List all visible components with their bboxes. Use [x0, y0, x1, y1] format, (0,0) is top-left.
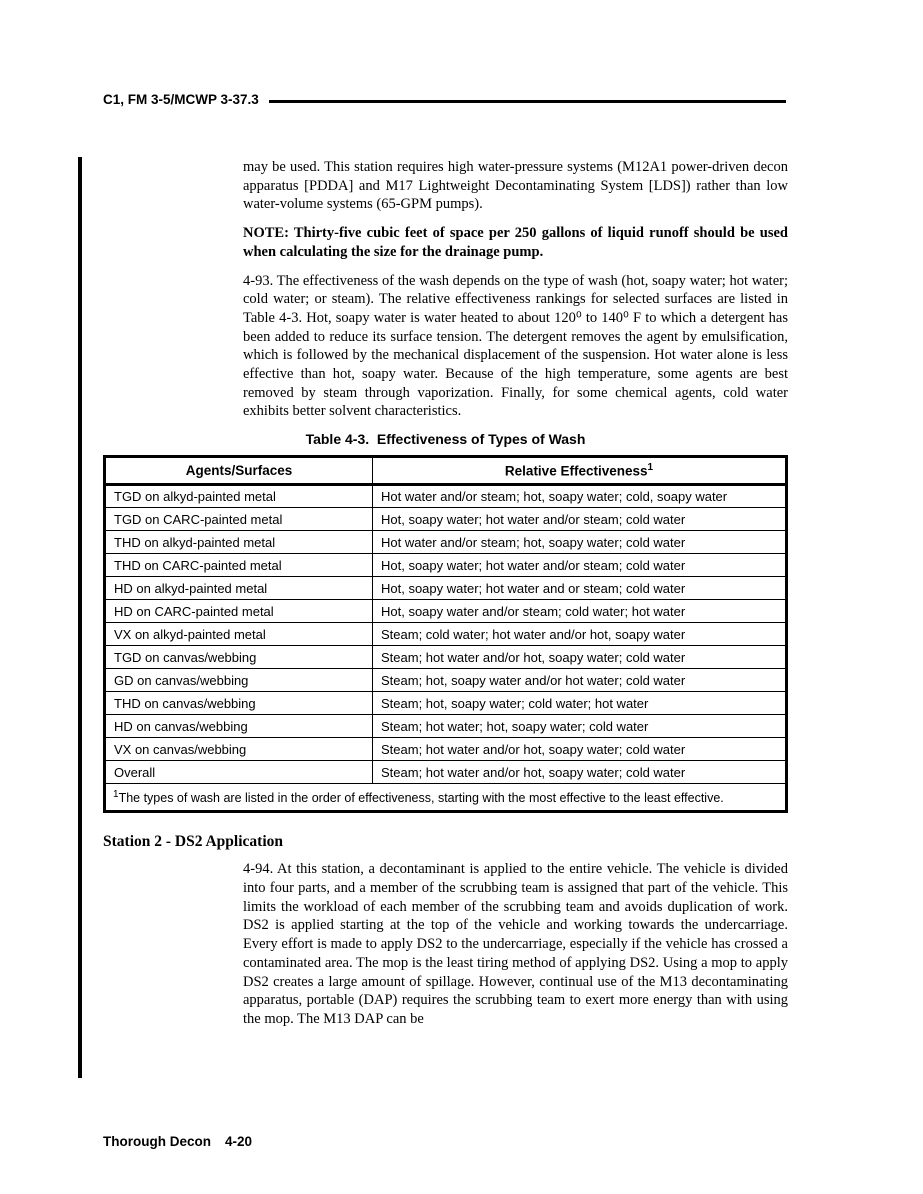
page-footer [103, 1134, 252, 1149]
cell-effectiveness: Hot, soapy water; hot water and/or steam; cold water [373, 508, 787, 531]
page-content [103, 158, 788, 1039]
table-row [105, 761, 787, 784]
footnote-marker: 1 [113, 789, 119, 801]
cell-effectiveness: Steam; hot water and/or hot, soapy water; cold water [373, 761, 787, 784]
cell-effectiveness: Hot, soapy water; hot water and/or steam; cold water [373, 554, 787, 577]
cell-effectiveness: Hot water and/or steam; hot, soapy water; cold, soapy water [373, 485, 787, 508]
table-row [105, 623, 787, 646]
paragraph-4-93: 4-93. The effectiveness of the wash depends on the type of wash (hot, soapy water; hot water; cold water; or steam). The relative effectiveness rankings for selected surfaces are listed in Table 4-3. Hot, soapy water is water heated to about 120⁰ to 140⁰ F to which a detergent has been added to reduce its surface tension. The detergent removes the agent by emulsification, which is followed by the mechanical displacement of the suspension. Hot water alone is less effective than hot, soapy water. Because of the high temperature, some agents are best removed by steam through vaporization. Finally, for some chemical agents, cold water exhibits better solvent characteristics. [243, 272, 788, 420]
table-row [105, 738, 787, 761]
column-header-label: Agents/Surfaces [185, 463, 293, 479]
cell-agent-surface: THD on canvas/webbing [105, 692, 373, 715]
cell-agent-surface: THD on alkyd-painted metal [105, 531, 373, 554]
footer-label: Thorough Decon [103, 1134, 211, 1149]
cell-agent-surface: HD on alkyd-painted metal [105, 577, 373, 600]
cell-agent-surface: GD on canvas/webbing [105, 669, 373, 692]
cell-effectiveness: Steam; hot water and/or hot, soapy water; cold water [373, 646, 787, 669]
table-footnote [105, 784, 787, 812]
footer-page-number: 4-20 [225, 1134, 253, 1149]
table-row [105, 715, 787, 738]
cell-agent-surface: HD on canvas/webbing [105, 715, 373, 738]
table-row [105, 577, 787, 600]
cell-effectiveness: Steam; hot water; hot, soapy water; cold water [373, 715, 787, 738]
table-row [105, 600, 787, 623]
table-row [105, 692, 787, 715]
page-header [103, 92, 786, 107]
cell-agent-surface: VX on alkyd-painted metal [105, 623, 373, 646]
column-header-relative-effectiveness [373, 457, 787, 485]
cell-effectiveness: Hot, soapy water; hot water and or steam; cold water [373, 577, 787, 600]
paragraph-4-94: 4-94. At this station, a decontaminant is applied to the entire vehicle. The vehicle is divided into four parts, and a member of the scrubbing team is assigned that part of the vehicle. This limits the workload of each member of the scrubbing team and avoids duplication of work. DS2 is applied starting at the top of the vehicle and working towards the undercarriage. Every effort is made to apply DS2 to the undercarriage, especially if the vehicle has crossed a contaminated area. The mop is the least tiring method of applying DS2. Using a mop to apply DS2 creates a large amount of spillage. However, continual use of the M13 decontaminating apparatus, portable (DAP) requires the scrubbing team to exert more energy than with using the mop. The M13 DAP can be [243, 861, 788, 1027]
cell-agent-surface: TGD on CARC-painted metal [105, 508, 373, 531]
table-row [105, 669, 787, 692]
change-bar [78, 157, 82, 1078]
paragraph-intro: may be used. This station requires high water-pressure systems (M12A1 power-driven decon apparatus [PDDA] and M17 Lightweight Decontaminating System [LDS]) rather than low water-volume systems (65-GPM pumps). [243, 159, 788, 213]
cell-effectiveness: Steam; hot water and/or hot, soapy water; cold water [373, 738, 787, 761]
section-heading-station-2: Station 2 - DS2 Application [103, 833, 284, 851]
table-footnote-row [105, 784, 787, 812]
table-row [105, 508, 787, 531]
cell-agent-surface: TGD on canvas/webbing [105, 646, 373, 669]
cell-agent-surface: HD on CARC-painted metal [105, 600, 373, 623]
note-paragraph: NOTE: Thirty-five cubic feet of space per 250 gallons of liquid runoff should be used when calculating the size for the drainage pump. [243, 225, 788, 260]
column-header-label: Relative Effectiveness [504, 463, 648, 479]
cell-effectiveness: Hot water and/or steam; hot, soapy water; cold water [373, 531, 787, 554]
table-header [105, 457, 787, 485]
table-body [105, 485, 787, 812]
table-row [105, 646, 787, 669]
cell-effectiveness: Hot, soapy water and/or steam; cold water; hot water [373, 600, 787, 623]
wash-effectiveness-table [103, 455, 788, 813]
cell-effectiveness: Steam; cold water; hot water and/or hot, soapy water [373, 623, 787, 646]
header-doc-id: C1, FM 3-5/MCWP 3-37.3 [103, 92, 259, 107]
cell-agent-surface: THD on CARC-painted metal [105, 554, 373, 577]
table-row [105, 554, 787, 577]
cell-effectiveness: Steam; hot, soapy water; cold water; hot water [373, 692, 787, 715]
table-caption: Table 4-3. Effectiveness of Types of Wash [305, 431, 586, 448]
header-footnote-marker: 1 [647, 462, 654, 474]
footnote-text: The types of wash are listed in the order of effectiveness, starting with the most effective to the least effective. [118, 791, 724, 806]
cell-agent-surface: VX on canvas/webbing [105, 738, 373, 761]
cell-agent-surface: TGD on alkyd-painted metal [105, 485, 373, 508]
column-header-agents-surfaces [105, 457, 373, 485]
header-rule [269, 100, 786, 103]
cell-effectiveness: Steam; hot, soapy water and/or hot water; cold water [373, 669, 787, 692]
cell-agent-surface: Overall [105, 761, 373, 784]
table-row [105, 531, 787, 554]
table-header-row [105, 457, 787, 485]
table-row [105, 485, 787, 508]
